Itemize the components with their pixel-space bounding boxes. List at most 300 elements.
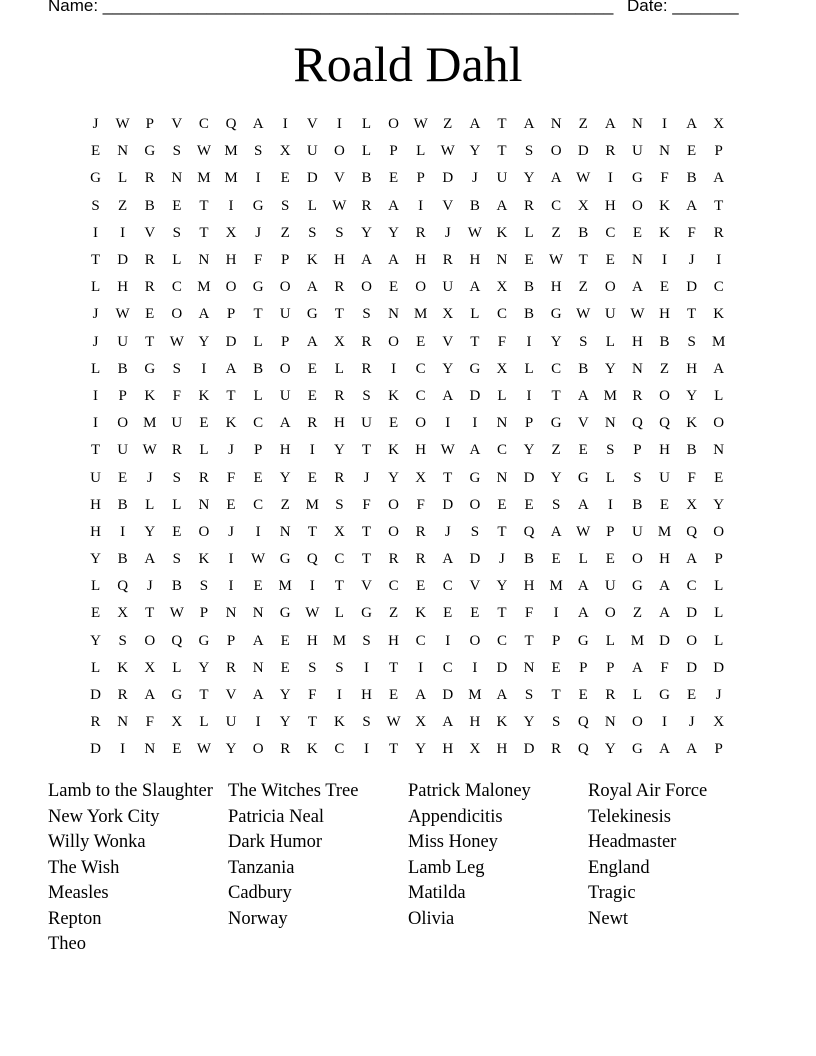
grid-letter: H — [659, 442, 670, 459]
grid-letter: Y — [90, 551, 101, 568]
grid-letter: H — [469, 714, 481, 731]
grid-letter: A — [632, 659, 643, 676]
grid-letter: V — [144, 224, 156, 241]
grid-letter: Y — [550, 333, 562, 350]
grid-letter: P — [118, 387, 127, 404]
grid-letter: E — [280, 170, 290, 187]
grid-letter: S — [633, 469, 642, 486]
grid-letter: H — [117, 279, 129, 296]
grid-letter: E — [388, 415, 399, 432]
grid-letter: S — [524, 687, 534, 704]
grid-letter: A — [577, 387, 589, 404]
grid-letter: S — [362, 632, 371, 649]
grid-letter: G — [90, 170, 101, 187]
grid-letter: N — [198, 252, 210, 269]
grid-letter: U — [90, 469, 101, 486]
grid-letter: L — [334, 605, 344, 622]
page-title: Roald Dahl — [293, 36, 523, 92]
grid-letter: R — [442, 252, 453, 269]
grid-letter: E — [578, 442, 588, 459]
grid-letter: I — [93, 415, 99, 432]
grid-letter: B — [524, 306, 535, 323]
grid-letter: K — [198, 387, 210, 404]
grid-letter: S — [253, 143, 263, 160]
grid-letter: O — [632, 197, 643, 214]
grid-letter: V — [306, 116, 318, 133]
grid-letter: S — [362, 306, 371, 323]
grid-letter: R — [605, 687, 616, 704]
grid-letter: U — [306, 143, 318, 160]
grid-letter: J — [444, 523, 451, 540]
grid-letter: X — [117, 605, 129, 622]
grid-letter: O — [198, 523, 210, 540]
grid-letter: H — [333, 252, 345, 269]
grid-letter: S — [118, 632, 127, 649]
grid-letter: O — [415, 415, 427, 432]
grid-row — [82, 247, 733, 274]
grid-letter: W — [169, 605, 184, 622]
word-list-item: Miss Honey — [408, 832, 498, 852]
grid-letter: N — [279, 523, 291, 540]
grid-row — [82, 546, 733, 573]
word-list-item: The Witches Tree — [228, 781, 359, 801]
grid-letter: Q — [659, 415, 670, 432]
grid-letter: R — [334, 469, 345, 486]
grid-letter: B — [524, 279, 535, 296]
grid-letter: E — [416, 578, 426, 595]
grid-letter: W — [142, 442, 157, 459]
grid-letter: R — [171, 442, 182, 459]
grid-letter: A — [550, 170, 562, 187]
grid-letter: A — [144, 687, 156, 704]
grid-letter: R — [713, 224, 724, 241]
grid-letter: O — [713, 415, 725, 432]
grid-letter: N — [496, 252, 508, 269]
grid-letter: J — [688, 714, 695, 731]
grid-letter: B — [578, 224, 589, 241]
grid-letter: K — [496, 224, 508, 241]
grid-letter: V — [469, 578, 481, 595]
grid-letter: T — [361, 523, 372, 540]
word-list-item: The Wish — [48, 857, 120, 878]
grid-letter: A — [550, 523, 562, 540]
grid-letter: G — [632, 741, 643, 758]
grid-letter: M — [224, 170, 238, 187]
grid-letter: Y — [90, 632, 101, 649]
grid-letter: T — [334, 306, 344, 323]
grid-letter: O — [469, 632, 481, 649]
word-list-item: Appendicitis — [408, 806, 503, 827]
grid-letter: Y — [469, 143, 481, 160]
grid-letter: I — [445, 632, 451, 649]
grid-letter: L — [632, 687, 642, 704]
grid-letter: H — [279, 442, 291, 459]
grid-row — [82, 492, 733, 519]
grid-letter: I — [607, 496, 613, 513]
grid-letter: I — [526, 387, 532, 404]
grid-letter: E — [605, 551, 615, 568]
grid-letter: O — [144, 632, 156, 649]
grid-letter: A — [659, 741, 670, 758]
grid-letter: Y — [144, 523, 156, 540]
grid-letter: X — [279, 143, 291, 160]
grid-letter: O — [469, 496, 481, 513]
grid-letter: A — [361, 252, 372, 269]
grid-letter: O — [388, 333, 399, 350]
grid-letter: L — [172, 496, 182, 513]
grid-letter: C — [605, 224, 616, 241]
grid-letter: O — [171, 306, 183, 323]
grid-letter: L — [307, 197, 317, 214]
grid-letter: R — [361, 197, 372, 214]
grid-letter: L — [118, 170, 128, 187]
grid-letter: F — [687, 224, 696, 241]
grid-letter: N — [523, 659, 535, 676]
grid-row — [82, 709, 733, 736]
grid-letter: T — [524, 632, 534, 649]
grid-letter: E — [307, 387, 317, 404]
grid-letter: U — [659, 469, 670, 486]
grid-letter: P — [199, 605, 209, 622]
grid-letter: E — [714, 469, 724, 486]
grid-letter: B — [117, 496, 128, 513]
word-list-item: Lamb Leg — [408, 857, 485, 878]
grid-letter: S — [172, 360, 181, 377]
grid-letter: C — [388, 578, 399, 595]
grid-letter: O — [604, 605, 616, 622]
grid-letter: A — [604, 116, 616, 133]
grid-letter: R — [605, 143, 616, 160]
grid-letter: L — [90, 360, 101, 377]
grid-letter: A — [659, 605, 670, 622]
word-list-item: Patricia Neal — [228, 806, 325, 827]
grid-letter: C — [551, 360, 562, 377]
grid-letter: A — [686, 197, 698, 214]
grid-letter: C — [171, 279, 182, 296]
grid-letter: I — [228, 197, 234, 214]
grid-letter: N — [604, 415, 616, 432]
grid-letter: P — [606, 523, 615, 540]
grid-letter: V — [577, 415, 589, 432]
grid-letter: P — [633, 442, 642, 459]
grid-letter: E — [280, 632, 290, 649]
grid-letter: L — [605, 469, 615, 486]
grid-letter: I — [93, 224, 99, 241]
grid-letter: H — [523, 578, 535, 595]
grid-letter: L — [172, 659, 182, 676]
grid-letter: T — [714, 197, 724, 214]
grid-letter: O — [279, 360, 291, 377]
grid-letter: O — [659, 387, 670, 404]
grid-letter: J — [688, 252, 695, 269]
grid-letter: G — [550, 415, 562, 432]
grid-letter: K — [388, 442, 399, 459]
grid-letter: M — [278, 578, 292, 595]
grid-letter: S — [335, 496, 344, 513]
grid-letter: Y — [415, 741, 427, 758]
grid-row — [82, 220, 733, 247]
grid-letter: P — [714, 143, 723, 160]
grid-letter: K — [306, 741, 318, 758]
grid-letter: I — [255, 714, 261, 731]
grid-letter: N — [632, 252, 643, 269]
grid-letter: A — [442, 551, 454, 568]
grid-letter: R — [415, 224, 426, 241]
grid-letter: P — [226, 306, 236, 323]
grid-letter: L — [90, 659, 101, 676]
grid-letter: M — [143, 415, 157, 432]
grid-letter: H — [442, 741, 454, 758]
grid-letter: I — [120, 523, 126, 540]
grid-letter: F — [362, 496, 371, 513]
grid-letter: N — [198, 496, 210, 513]
grid-row — [82, 329, 733, 356]
grid-letter: I — [228, 578, 234, 595]
grid-letter: A — [577, 496, 589, 513]
word-list-item: Tanzania — [228, 857, 295, 878]
grid-letter: U — [496, 170, 508, 187]
grid-letter: D — [713, 659, 725, 676]
grid-letter: F — [524, 605, 534, 622]
grid-letter: N — [388, 306, 399, 323]
grid-letter: I — [255, 523, 261, 540]
grid-row — [82, 356, 733, 383]
grid-letter: T — [470, 333, 480, 350]
grid-letter: D — [686, 605, 698, 622]
grid-letter: X — [415, 714, 427, 731]
grid-letter: O — [388, 116, 399, 133]
grid-letter: S — [362, 387, 371, 404]
grid-letter: C — [686, 578, 697, 595]
grid-letter: G — [632, 170, 643, 187]
grid-letter: V — [171, 116, 183, 133]
grid-letter: D — [90, 741, 101, 758]
grid-letter: Z — [443, 116, 453, 133]
name-field-label: Name: ______________________________________________________ — [48, 0, 614, 15]
grid-letter: Z — [280, 496, 290, 513]
grid-letter: J — [471, 170, 478, 187]
grid-letter: Y — [279, 469, 291, 486]
grid-letter: Y — [686, 387, 698, 404]
grid-letter: O — [415, 279, 427, 296]
grid-letter: F — [416, 496, 425, 513]
grid-letter: X — [469, 741, 481, 758]
grid-letter: S — [91, 197, 100, 214]
grid-letter: Q — [117, 578, 129, 595]
grid-letter: G — [279, 551, 291, 568]
grid-letter: R — [198, 469, 209, 486]
grid-letter: N — [144, 741, 156, 758]
grid-letter: I — [445, 415, 451, 432]
grid-letter: A — [306, 333, 318, 350]
grid-letter: L — [714, 605, 724, 622]
grid-letter: Z — [659, 360, 670, 377]
grid-row — [82, 573, 733, 600]
grid-letter: U — [225, 714, 237, 731]
word-list-item: Measles — [48, 883, 109, 903]
grid-letter: W — [549, 252, 564, 269]
grid-letter: N — [632, 116, 643, 133]
grid-letter: L — [253, 333, 263, 350]
grid-letter: P — [281, 333, 290, 350]
grid-letter: R — [117, 687, 128, 704]
grid-letter: O — [361, 279, 372, 296]
grid-letter: I — [336, 116, 342, 133]
grid-letter: W — [115, 116, 130, 133]
grid-letter: N — [117, 143, 129, 160]
grid-letter: K — [388, 387, 399, 404]
grid-letter: P — [226, 632, 236, 649]
grid-letter: E — [199, 415, 209, 432]
grid-letter: M — [630, 632, 645, 649]
grid-letter: P — [389, 143, 398, 160]
grid-letter: H — [306, 632, 318, 649]
grid-letter: F — [172, 387, 181, 404]
grid-letter: O — [604, 279, 616, 296]
grid-letter: S — [281, 197, 290, 214]
grid-letter: T — [199, 197, 209, 214]
grid-letter: T — [497, 116, 507, 133]
grid-letter: X — [144, 659, 156, 676]
grid-letter: R — [361, 333, 372, 350]
grid-letter: W — [196, 143, 211, 160]
grid-letter: V — [333, 170, 345, 187]
grid-letter: U — [279, 306, 291, 323]
grid-letter: C — [253, 415, 264, 432]
grid-letter: H — [686, 360, 698, 377]
grid-letter: R — [144, 170, 155, 187]
grid-letter: T — [388, 741, 399, 758]
grid-letter: G — [279, 605, 291, 622]
grid-letter: C — [713, 279, 724, 296]
grid-letter: M — [468, 687, 482, 704]
grid-letter: S — [172, 224, 181, 241]
grid-letter: D — [90, 687, 101, 704]
grid-letter: T — [443, 469, 453, 486]
grid-letter: D — [496, 659, 508, 676]
grid-letter: Q — [171, 632, 183, 649]
grid-letter: I — [93, 387, 99, 404]
grid-letter: F — [660, 659, 669, 676]
grid-letter: J — [444, 224, 451, 241]
grid-letter: L — [334, 360, 344, 377]
grid-letter: F — [145, 714, 154, 731]
grid-letter: G — [252, 279, 264, 296]
grid-letter: I — [662, 252, 668, 269]
grid-letter: R — [334, 387, 345, 404]
grid-letter: H — [415, 442, 427, 459]
grid-letter: I — [662, 116, 668, 133]
grid-letter: E — [253, 469, 263, 486]
grid-letter: M — [305, 496, 319, 513]
grid-letter: D — [442, 687, 454, 704]
grid-letter: J — [92, 116, 99, 133]
grid-letter: C — [334, 551, 345, 568]
grid-letter: Y — [279, 714, 291, 731]
grid-letter: W — [576, 306, 591, 323]
grid-letter: A — [442, 387, 454, 404]
grid-letter: I — [662, 714, 668, 731]
grid-letter: S — [335, 224, 344, 241]
grid-letter: Q — [632, 415, 643, 432]
grid-letter: K — [333, 714, 345, 731]
grid-letter: M — [603, 387, 617, 404]
grid-letter: A — [713, 170, 725, 187]
grid-letter: S — [551, 714, 561, 731]
grid-letter: G — [469, 469, 481, 486]
grid-letter: L — [145, 496, 155, 513]
grid-letter: O — [279, 279, 291, 296]
grid-letter: M — [712, 333, 726, 350]
grid-letter: K — [496, 714, 508, 731]
grid-letter: H — [496, 741, 508, 758]
grid-letter: X — [713, 116, 725, 133]
grid-letter: Y — [198, 659, 210, 676]
grid-letter: I — [418, 659, 424, 676]
grid-letter: Q — [686, 523, 698, 540]
grid-letter: W — [196, 741, 211, 758]
grid-letter: O — [225, 279, 237, 296]
grid-letter: R — [90, 714, 101, 731]
grid-letter: W — [251, 551, 266, 568]
grid-letter: A — [496, 197, 508, 214]
grid-letter: L — [714, 387, 724, 404]
grid-letter: W — [169, 333, 184, 350]
grid-letter: N — [604, 714, 616, 731]
grid-letter: L — [497, 387, 507, 404]
grid-letter: L — [199, 714, 209, 731]
word-search-grid — [82, 111, 733, 764]
grid-letter: T — [253, 306, 263, 323]
grid-letter: E — [632, 224, 642, 241]
grid-letter: C — [415, 360, 426, 377]
header — [48, 0, 748, 20]
grid-letter: S — [308, 659, 317, 676]
grid-letter: S — [172, 551, 181, 568]
grid-letter: E — [659, 279, 670, 296]
grid-letter: C — [198, 116, 209, 133]
grid-row — [82, 383, 733, 410]
grid-letter: R — [524, 197, 535, 214]
grid-letter: P — [145, 116, 154, 133]
grid-letter: S — [551, 496, 561, 513]
grid-letter: L — [90, 578, 101, 595]
grid-letter: B — [524, 551, 535, 568]
grid-letter: I — [526, 333, 532, 350]
grid-letter: A — [469, 116, 481, 133]
grid-letter: U — [604, 306, 616, 323]
grid-letter: K — [659, 197, 670, 214]
word-list-item: Royal Air Force — [588, 781, 708, 801]
grid-letter: G — [171, 687, 183, 704]
grid-letter: X — [415, 469, 427, 486]
grid-letter: E — [524, 252, 534, 269]
grid-letter: K — [144, 387, 156, 404]
grid-letter: Z — [551, 224, 561, 241]
grid-letter: L — [361, 116, 372, 133]
grid-letter: P — [579, 659, 588, 676]
grid-row — [82, 682, 733, 709]
grid-letter: D — [225, 333, 237, 350]
grid-letter: V — [442, 333, 454, 350]
grid-letter: G — [577, 632, 589, 649]
grid-letter: A — [469, 442, 481, 459]
grid-letter: S — [172, 469, 181, 486]
grid-letter: L — [361, 143, 372, 160]
grid-letter: R — [144, 252, 155, 269]
grid-letter: A — [252, 632, 264, 649]
grid-letter: R — [334, 279, 345, 296]
